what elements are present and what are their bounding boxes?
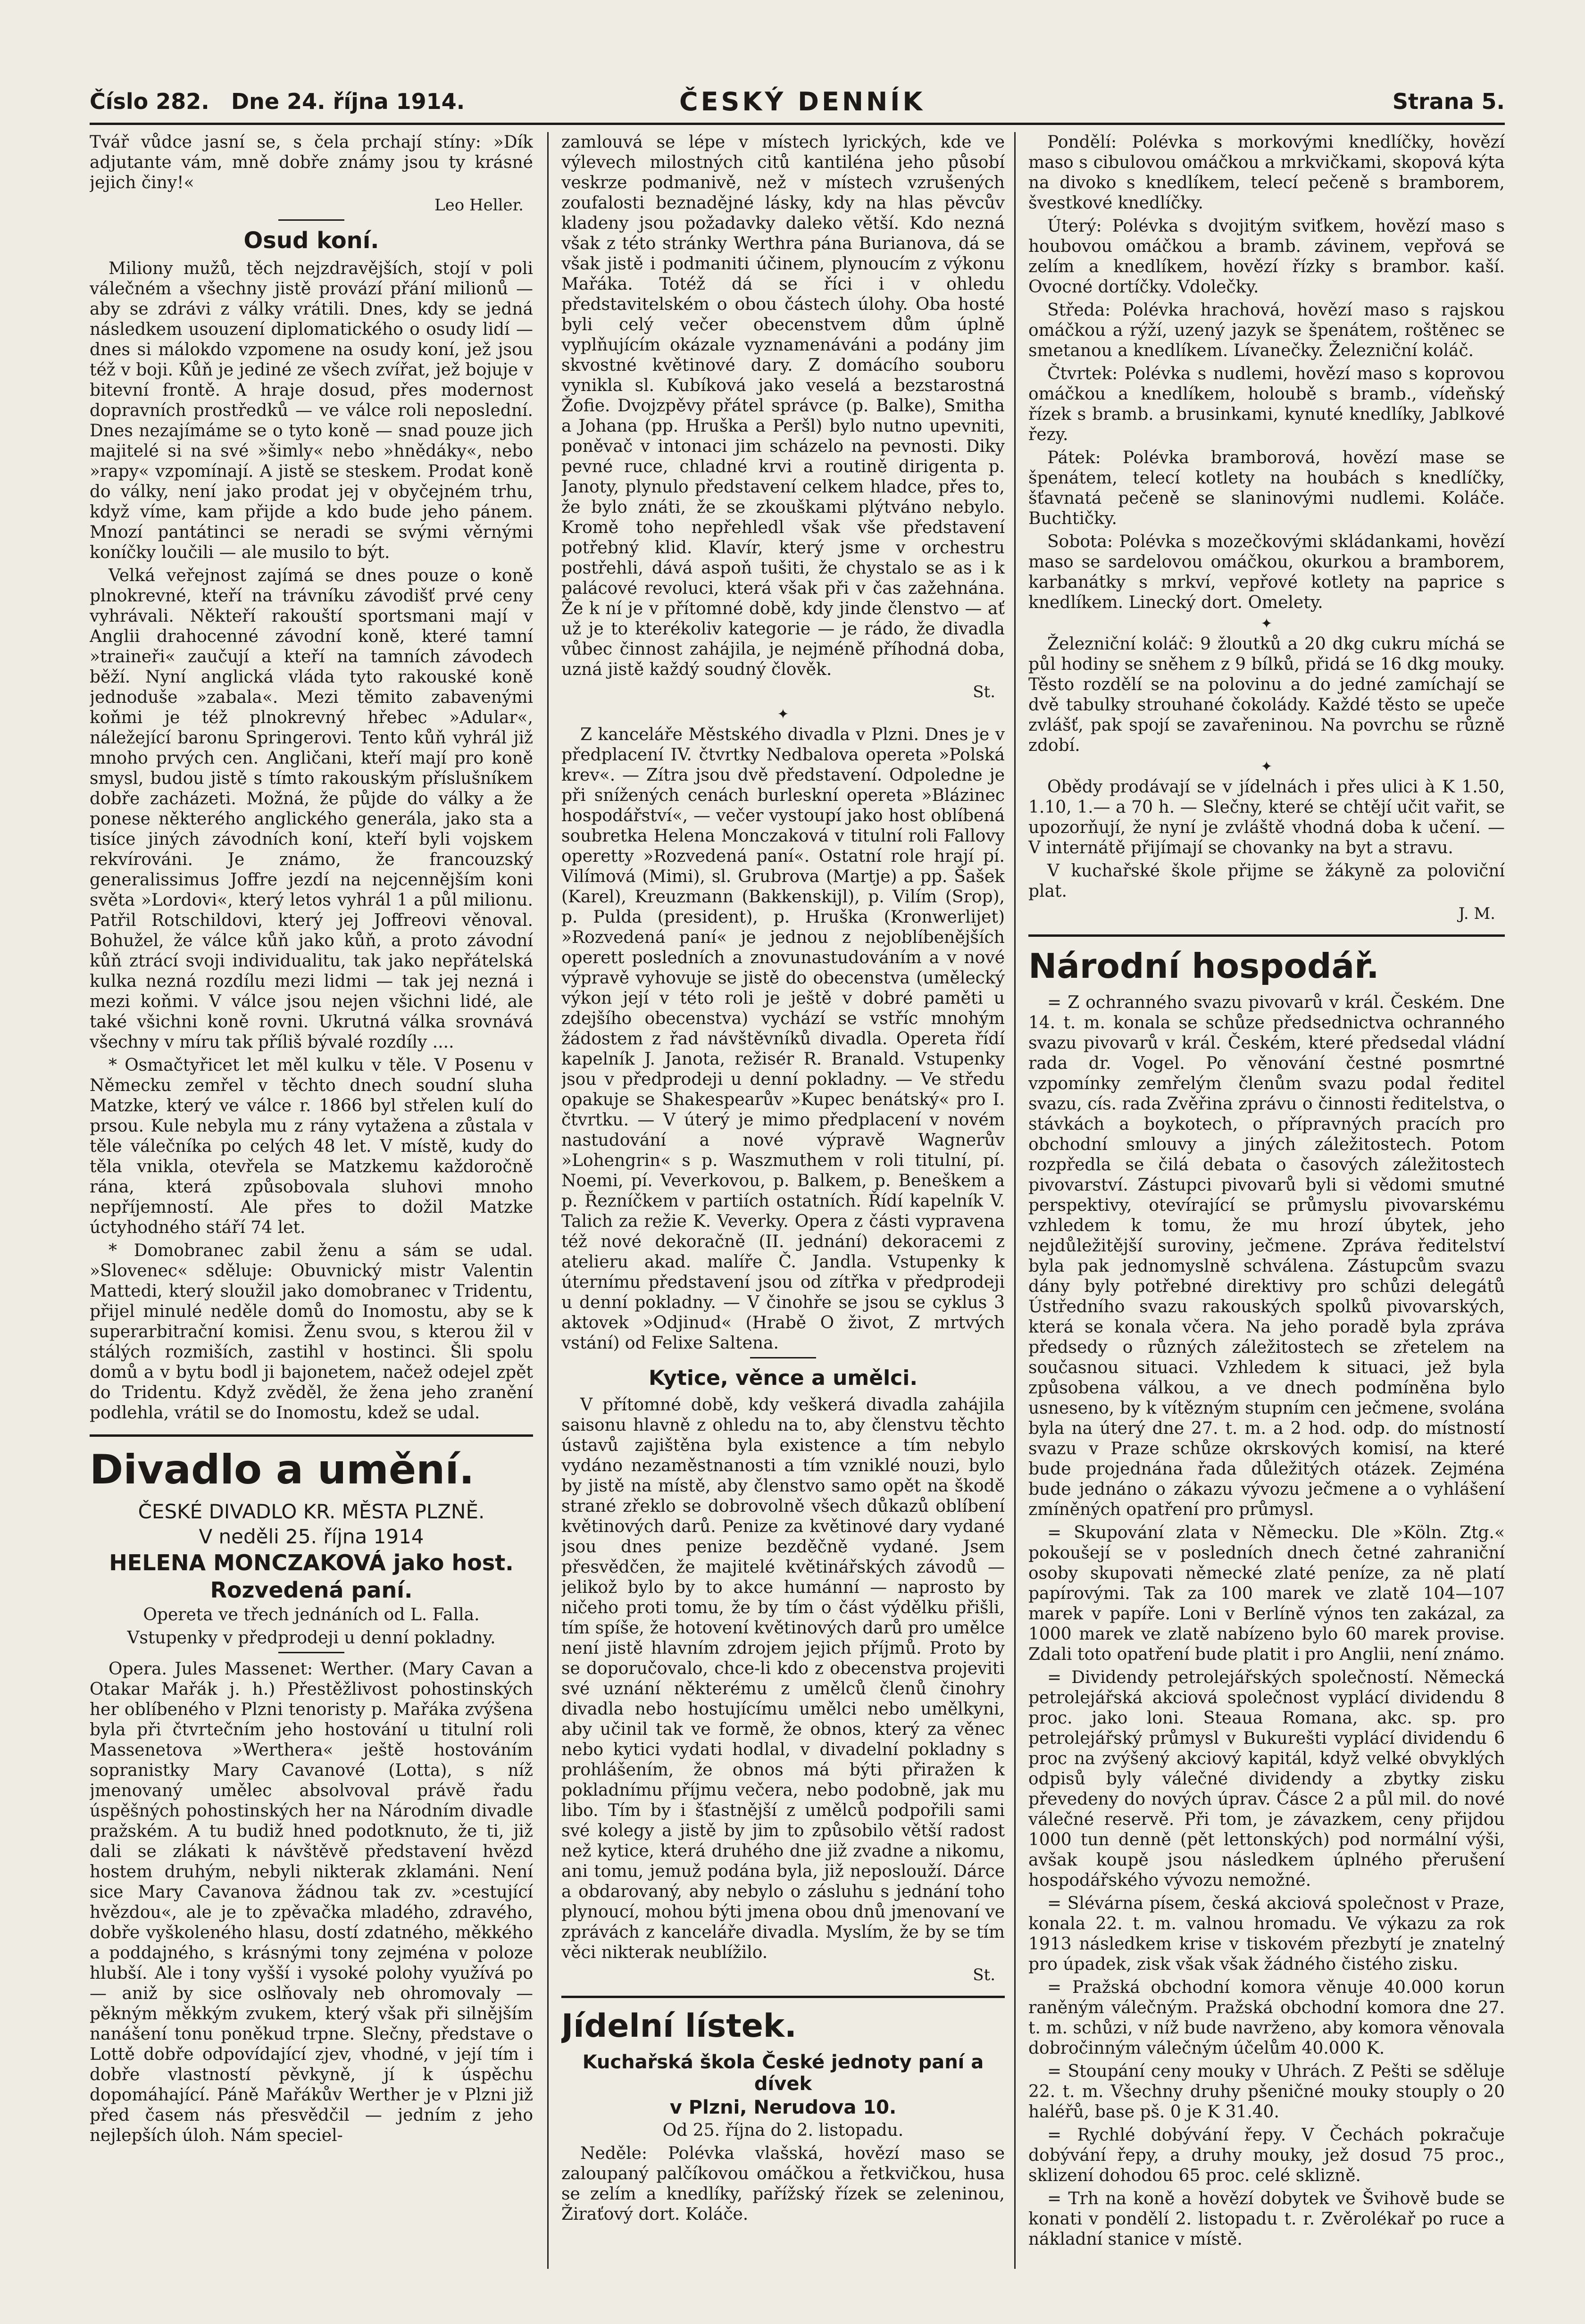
poem-ending: Tvář vůdce jasní se, s čela prchají stíny: »Dík adjutante vám, mně dobře známy jsou ty krásné jejich činy!« xyxy=(90,133,533,192)
column-2 xyxy=(561,132,1005,2269)
section-title: Jídelní lístek. xyxy=(561,2007,797,2045)
menu-day: Pátek: Polévka bramborová, hovězí mase se špenátem, telecí kotlety na houbách s knedlíčky, šťavnatá pečeně se slaninovými nudlemi. Koláče. Buchtičky. xyxy=(1028,448,1505,528)
column-rule xyxy=(1014,132,1016,2269)
section-divider xyxy=(90,1434,533,1437)
theater-news: Z kanceláře Městského divadla v Plzni. Dnes je v předplacení IV. čtvrtky Nedbalova opereta »Polská krev«. — Zítra jsou dvě představení. Odpoledne je při snížených cenách burleskní opereta »Blázinec hospodářství«, — večer vystoupí jako host oblíbená soubretka Helena Monczaková v titulní roli Fallovy operetty »Rozvedená paní«. Ostatní role hrají pí. Vilímová (Mimi), sl. Grubrova (Martje) a pp. Šašek (Karel), Kreuzmann (Bakkenskijl), p. Vilím (Srop), p. Pulda (president), p. Hruška (Kronwerlijet) »Rozvedená paní« je jednou z nejoblíbenějších operett posledních a znovunastudováním a v nové výpravě vyhovuje se jistě do obecenstva (umělecký výkon její v této roli je ještě v dobré paměti u zdejšího obecenstva) vychází se vstříc mnohým žádostem z řad návštěvníků divadla. Opereta řídí kapelník J. Janota, režisér R. Branald. Vstupenky jsou v předprodeji u denní pokladny. — Ve středu opakuje se Shakespearův »Kupec benátský« pro I. čtvrtku. — V úterý je mimo předplacení v novém nastudování a nové výpravě Wagnerův »Lohengrin« s p. Waszmuthem v roli titulní, pí. Noemi, pí. Veverkovou, p. Balkem, p. Beneškem a p. Řezníčkem v partiích ostatních. Řídí kapelník V. Talich za režie K. Veverky. Opera z části vypravena též nové dekoračně (II. jednání) dekoracemi z atelieru akad. malíře Č. Jandla. Vstupenky k úternímu představení jsou od zítřka v předprodeji u denní pokladny. — V činohře se jsou se cyklus 3 aktovek »Odjinud« (Hrabě O život, Z mrtvých vstání) od Felixe Saltena. xyxy=(561,725,1005,1353)
economy-item: = Dividendy petrolejářských společností. Německá petrolejářská akciová společnost vyplácí dividendu 8 proc. jako loni. Steaua Romana, akc. sp. pro petrolejářský průmysl v Bukurešti vyplácí dividendu 6 proc na zvýšený akciový kapitál, když velké obvyklých odpisů byly válečné dividendy a zbytky zisku převedeny do nových úprav. Čásce 2 a půl mil. do nové válečné reservě. Při tom, je závazkem, ceny přijdou 1000 tun denně (pět lettonských) pod normální výši, avšak koupě jsou následkem úplného přerušení hospodářského vývozu nemožné. xyxy=(1028,1668,1505,1890)
issue-number: Číslo 282. xyxy=(90,89,209,114)
column-rule xyxy=(547,132,549,2269)
menu-period: Od 25. října do 2. listopadu. xyxy=(662,2121,904,2140)
separator-star: ✦ xyxy=(1260,758,1273,775)
economy-item: = Slévárna písem, česká akciová společnost v Praze, konala 22. t. m. valnou hromadu. Ve výkazu za rok 1913 následkem krise v tiskovém přezbytí je znatelný pro úpadek, zisk však však žádného čistého zisku. xyxy=(1028,1894,1505,1974)
divider xyxy=(278,1652,344,1653)
school-address: v Plzni, Nerudova 10. xyxy=(669,2097,897,2118)
theater-tickets: Vstupenky v předprodeji u denní pokladny. xyxy=(127,1628,496,1648)
theater-description: Opereta ve třech jednáních od L. Falla. xyxy=(143,1605,480,1624)
review-paragraph: zamlouvá se lépe v místech lyrických, kde ve výlevech milostných citů kantiléna jeho působí veskrze podmanivě, než v místech vzrušených zoufalosti beznadějné lásky, kdy na hlas pěvcův kladeny jsou požadavky daleko větší. Kdo nezná však z této stránky Werthra pána Burianova, dá se však jistě i podmaniti účinem, plynoucím z výkonu Mařáka. Totéž dá se říci i v ohledu představitelském o obou částech úlohy. Oba hosté byli celý večer obecenstvem dům úplně vyplňujícím okázale vyznamenáváni a podány jim skvostné květinové dary. Z domácího souboru vynikla sl. Kubíková jako veselá a bezstarostná Žofie. Dvojzpěvy přátel správce (p. Balke), Smitha a Johana (pp. Hruška a Peršl) bylo nutno upevniti, poněvač v intonaci jim scházelo na pevnosti. Diky pevné ruce, chladné krvi a routině dirigenta p. Janoty, plynulo představení celkem hladce, přes to, že bylo znáti, že se zkouškami plýtváno nebylo. Kromě toho nepřehledl však vše představení potřebný klid. Klavír, který jsme v orchestru postřehli, dává aspoň tušiti, že chystalo se as i k palácové revoluci, která však při v čas zažehnána. Že k ní je v přítomné době, kdy jinde členstvo — ať už je to kterékoliv kategorie — je rádo, že divadla vůbec činnost zahájila, je nejméně příhodná doba, uzná jistě každý soudný člověk. xyxy=(561,133,1005,679)
section-title: Divadlo a umění. xyxy=(90,1446,475,1493)
review-signature: St. xyxy=(973,683,995,701)
menu-day: Neděle: Polévka vlašská, hovězí maso se zaloupaný palčíkovou omáčkou a řetkvičkou, husa se zelím a knedlíky, pařížský řízek se zeleninou, Žiraťový dort. Koláče. xyxy=(561,2144,1005,2224)
issue-date: Dne 24. října 1914. xyxy=(231,89,465,114)
news-item: * Osmačtyřicet let měl kulku v těle. V Posenu v Německu zemřel v těchto dnech soudní sluha Matzke, který ve válce r. 1866 byl střelen kulí do prsou. Kule nebyla mu z rány vytažena a zůstala v těle válečníka po celých 48 let. V místě, kudy do těla vnikla, otevřela se Matzkemu každoročně rána, která způsobovala sluhovi mnoho nepříjemností. Ale přes to dožil Matzke úctyhodného stáří 74 let. xyxy=(90,1056,533,1237)
theater-play: Rozvedená paní. xyxy=(210,1577,413,1603)
article-paragraph: Miliony mužů, těch nejzdravějších, stojí v poli válečném a všechny jistě provází přání milionů — aby se zdrávi z války vrátili. Dnes, kdy se jedná následkem usouzení diplomatického o osudy lidí — dnes si málokdo vzpomene na osudy koní, jež jsou též v boji. Kůň je jediné ze všech zvířat, jež bojuje v bitevní frontě. A hraje dosud, přes modernost dopravních prostředků — ve válce roli neposlední. Dnes nezajímáme se o tyto koně — snad pouze jich majitelé si na své »šimly« nebo »hnědáky«, nebo »rapy« vzpomínají. A jistě se steskem. Prodat koně do války, není jako prodat jej v obyčejném trhu, když víme, kam přijde a kdo bude jeho pánem. Mnozí pantátinci se neradi se svými věrnými koníčky loučili — ale musilo to být. xyxy=(90,259,533,562)
section-divider xyxy=(561,1996,1005,1998)
notice: V kuchařské škole přijme se žákyně za poloviční plat. xyxy=(1028,861,1505,901)
column-3 xyxy=(1028,132,1505,2269)
article-title: Osud koní. xyxy=(243,227,379,254)
separator-star: ✦ xyxy=(777,706,789,723)
masthead xyxy=(90,71,1505,125)
divider xyxy=(750,1357,816,1358)
recipe: Železniční koláč: 9 žloutků a 20 dkg cukru míchá se půl hodiny se sněhem z 9 bílků, přidá se 16 dkg mouky. Těsto rozdělí se na polovinu a do jedné zamíchají se dvě tabulky strouhané čokolády. Každé těsto se upeče zvlášť, pak spojí se zavařeninou. Na povrchu se různě zdobí. xyxy=(1028,634,1505,755)
newspaper-title: ČESKÝ DENNÍK xyxy=(679,87,926,117)
menu-day: Sobota: Polévka s mozečkovými skládankami, hovězí maso se sardelovou omáčkou, okurkou a bramborem, karbanátky s mrkví, vepřové kotlety na paprice s knedlíkem. Linecký dort. Omelety. xyxy=(1028,532,1505,612)
economy-item: = Stoupání ceny mouky v Uhrách. Z Pešti se sděluje 22. t. m. Všechny druhy pšeničné mouky stouply o 20 haléřů, base pš. 0 je K 31.40. xyxy=(1028,2062,1505,2122)
section-divider xyxy=(1028,934,1505,937)
article-paragraph: V přítomné době, kdy veškerá divadla zahájila saisonu hlavně z ohledu na to, aby členstvu těchto ústavů zajištěna byla existence a tím nebylo vydáno nezaměstnanosti a tím vzniklé nouzi, bylo by jistě na místě, aby členstvo samo opět na škodě strané zřeklo se dobrovolně všech důkazů oblíbení květinových darů. Penize za květinové dary vydané jsou dnes penize bezděčně vydané. Jsem přesvědčen, že majitelé květinářských závodů — jelikož bylo by to akce humánní — naprosto by ničeho proti tomu, že by tím o část výdělku přišli, tím spíše, že hotovení květinových darů pro umělce není jistě hlavním zdrojem jejich příjmů. Proto by se doporučovalo, chce-li kdo z obecenstva projeviti své uznání některému z umělců členů činohry divadla nebo hostujícímu umělci nebo umělkyni, aby učinil tak ve formě, že obnos, který za věnec nebo kytici vydati hodlal, v divadelní pokladny s prohlášením, že obnos má býti přiražen k pokladnímu příjmu večera, nebo podobně, jak mu libo. Tím by i šťastnější z umělců podpořili sami své kolegy a jistě by jim to způsobilo větší radost než kytice, která druhého dne již zvadne a nikomu, ani tomu, jemuž podána byla, již neposlouží. Dárce a obdarovaný, aby nebylo o zásluhu s jednání toho plynoucí, mohou býti jmena obou dnů jmenovaní ve zprávách z kanceláře divadla. Myslím, že by se tím věci nikterak neublížilo. xyxy=(561,1395,1005,1962)
economy-item: = Trh na koně a hovězí dobytek ve Švihově bude se konati v pondělí 2. listopadu t. r. Zvěrolékař po ruce a nákladní stanice v místě. xyxy=(1028,2189,1505,2249)
theater-name: ČESKÉ DIVADLO KR. MĚSTA PLZNĚ. xyxy=(138,1500,485,1523)
menu-day: Úterý: Polévka s dvojitým sviťkem, hovězí maso s houbovou omáčkou a bramb. závinem, vepřová se zelím a knedlíkem, hovězí řízky s brambor. kaší. Ovocné dortíčky. Vdolečky. xyxy=(1028,217,1505,297)
poem-author: Leo Heller. xyxy=(434,196,524,215)
economy-item: = Skupování zlata v Německu. Dle »Köln. Ztg.« pokoušejí se v posledních dnech četné zahraniční osoby skupovati německé zlaté peníze, za ně platí papírovými. Tak za 100 marek ve zlatě 104—107 marek v papíře. Loni v Berlíně výnos ten zakázal, za 1000 marek ve zlatě nabízeno bylo 60 marek provise. Zdali toto opatření bude platit i pro Anglii, není známo. xyxy=(1028,1523,1505,1664)
column-1 xyxy=(90,132,533,2269)
economy-item: = Z ochranného svazu pivovarů v král. Českém. Dne 14. t. m. konala se schůze předsednictva ochranného svazu pivovarů v král. Českém, které předsedal vládní rada dr. Vogel. Po věnování čestné posmrtné vzpomínky zemřelým členům svazu podal ředitel svazu, cís. rada Zvěřina zprávu o činnosti ředitelstva, o stávkách a boykotech, o přípravných pracích pro obchodní smlouvy a jiných záležitostech. Potom rozpředla se čilá debata o časových záležitostech pivovarství. Zástupci pivovarů byli si vědomi smutné perspektivy, otevírající se průmyslu pivovarskému vzhledem k tomu, že mu hrozí úbytek, jeho nejdůležitější suroviny, ječmene. Zpráva ředitelství byla pak jednomyslně schválena. Zástupcům svazu dány byly potřebné direktivy pro schůzi delegátů Ústředního svazu rakouských spolků pivovarských, která se konala včera. Na jeho poradě byla zpráva předsedy o různých záležitostech se zřetelem na současnou situaci. Vzhledem k situaci, jež byla způsobena válkou, a ve dnech podmíněna bylo usneseno, by k vítězným stupním cen ječmene, svolána byla na úterý dne 27. t. m. a 2 hod. odp. do místností svazu v Praze schůze okrskových komisí, na které bude projednána řada důležitých otázek. Zejména bude jednáno o zákazu vývozu ječmene a o vyhlášení zmíněných opatření pro průmysl. xyxy=(1028,993,1505,1519)
notice-signature: J. M. xyxy=(1458,904,1495,923)
economy-item: = Rychlé dobývání řepy. V Čechách pokračuje dobývání řepy, a druhy mouky, jež dosud 75 proc., sklizení dohodou 65 proc. celé sklizně. xyxy=(1028,2125,1505,2185)
article-paragraph: Velká veřejnost zajímá se dnes pouze o koně plnokrevné, kteří na trávníku závodišť prvé ceny vyhrávali. Někteří rakouští sportsmani mají v Anglii drahocenné závodní koně, které tamní »traineři« zaučují a kteří na tamních závodech běží. Nyní anglická vláda tyto rakouské koně jednoduše »zabala«. Mezi těmito zabavenými koňmi je též plnokrevný hřebec »Adular«, náležející baronu Springerovi. Tento kůň vyhrál již mnoho prvých cen. Angličani, kteří mají pro koně smysl, budou jistě s tímto rakouským příslušníkem dobře zacházeti. Možná, že půjde do války a že ponese některého anglického generála, jako sta a tisíce jiných závodních koní, kteří byli vojskem rekvírováni. Je známo, že francouzský generalissimus Joffre jezdí na nejcennějším koni světa »Lordovi«, který letos vyhrál 1 a půl milionu. Patřil Rotschildovi, který jej Joffreovi věnoval. Bohužel, že válce kůň jako kůň, a proto závodní kůň ztrácí svoji individualitu, tak jako nepřátelská kulka nezná rozdílu mezi lidmi — tak jej nezná i mezi koňmi. V válce jsou nejen všichni lidé, ale také všichni koně rovni. Ukrutná válka srovnává všechny v míru tak příliš bývalé rozdíly .... xyxy=(90,566,533,1052)
separator-star: ✦ xyxy=(1260,616,1273,632)
menu-day: Středa: Polévka hrachová, hovězí maso s rajskou omáčkou a rýží, uzený jazyk se špenátem, roštěnec se smetanou a knedlíkem. Lívanečky. Železniční koláč. xyxy=(1028,300,1505,360)
review-paragraph: Opera. Jules Massenet: Werther. (Mary Cavan a Otakar Mařák j. h.) Přestěžlivost pohostinských her oblíbeného v Plzni tenoristy p. Mařáka zvýšena byla při čtvrtečním jeho hostování u titulní roli Massenetova »Werthera« ještě hostováním sopranistky Mary Cavanové (Lotta), s níž jmenovaný umělec absolvoval právě řadu úspěšných pohostinských her na Národním divadle pražském. A tu budiž hned podotknuto, že ti, již dali se zlákati k návštěvě představení hvězd hostem druhým, nebyli nikterak zklamáni. Není sice Mary Cavanova žádnou tak zv. »cestující hvězdou«, ale je to zpěvačka mladého, zdravého, dobře vyškoleného hlasu, dostí zdatného, měkkého a poddajného, s krásnými tony zejména v poloze hlubší. Ale i tony vyšší i vysoké polohy využívá po — aniž by sice oslňovaly neb ohromovaly — pěkným měkkým zvukem, který však při silnějším nanášení tonu poněkud trpne. Slečny, představe o Lottě dobře odpovídající zjev, vhodné, v její tím i dobře vlastností pěvkyně, jí k úspěchu dopomáhající. Páně Mařákův Werther je v Plzni již před časem nás přesvědčil — jedním z jeho nejlepších úloh. Nám speciel- xyxy=(90,1659,533,2145)
news-item: * Domobranec zabil ženu a sám se udal. »Slovenec« sděluje: Obuvnický mistr Valentin Mattedi, který sloužil jako domobranec v Tridentu, přijel minulé neděle domů do Inomostu, aby se k superarbitrační komisi. Ženu svou, s kterou žil v stálých rozmiších, zastihl v hostinci. Šli spolu domů a v bytu bodl ji bajonetem, načež odejel zpět do Tridentu. Když zvěděl, že žena jeho zranění podlehla, vrátil se do Inomostu, kdež se udal. xyxy=(90,1241,533,1423)
notice: Obědy prodávají se v jídelnách i přes ulici à K 1.50, 1.10, 1.— a 70 h. — Slečny, které se chtějí učit vařit, se upozorňují, že nyní je zvláště vhodná doba k učení. — V internátě přijímají se chovanky na byt a stravu. xyxy=(1028,777,1505,858)
theater-guest: HELENA MONCZAKOVÁ jako host. xyxy=(109,1550,514,1575)
menu-day: Čtvrtek: Polévka s nudlemi, hovězí maso s koprovou omáčkou a knedlíkem, holoubě s bramb., vídeňský řízek s bramb. a brusinkami, kynuté knedlíky, Jablkové řezy. xyxy=(1028,364,1505,444)
article-signature: St. xyxy=(973,1966,995,1984)
economy-item: = Pražská obchodní komora věnuje 40.000 korun raněným válečným. Pražská obchodní komora dne 27. t. m. schůzi, v níž bude navrženo, aby komora věnovala dobročinným válečným účelům 40.000 K. xyxy=(1028,1978,1505,2058)
theater-date: V neděli 25. října 1914 xyxy=(199,1525,424,1548)
school-name: Kuchařská škola České jednoty paní a dívek xyxy=(582,2051,984,2095)
article-title: Kytice, věnce a umělci. xyxy=(648,1366,918,1390)
divider xyxy=(278,219,344,221)
menu-day: Pondělí: Polévka s morkovými knedlíčky, hovězí maso s cibulovou omáčkou a mrkvičkami, skopová kýta na divoko s knedlíkem, telecí pečeně s bramborem, švestkové knedlíčky. xyxy=(1028,133,1505,213)
page-number: Strana 5. xyxy=(1392,89,1505,114)
section-title: Národní hospodář. xyxy=(1028,946,1379,986)
